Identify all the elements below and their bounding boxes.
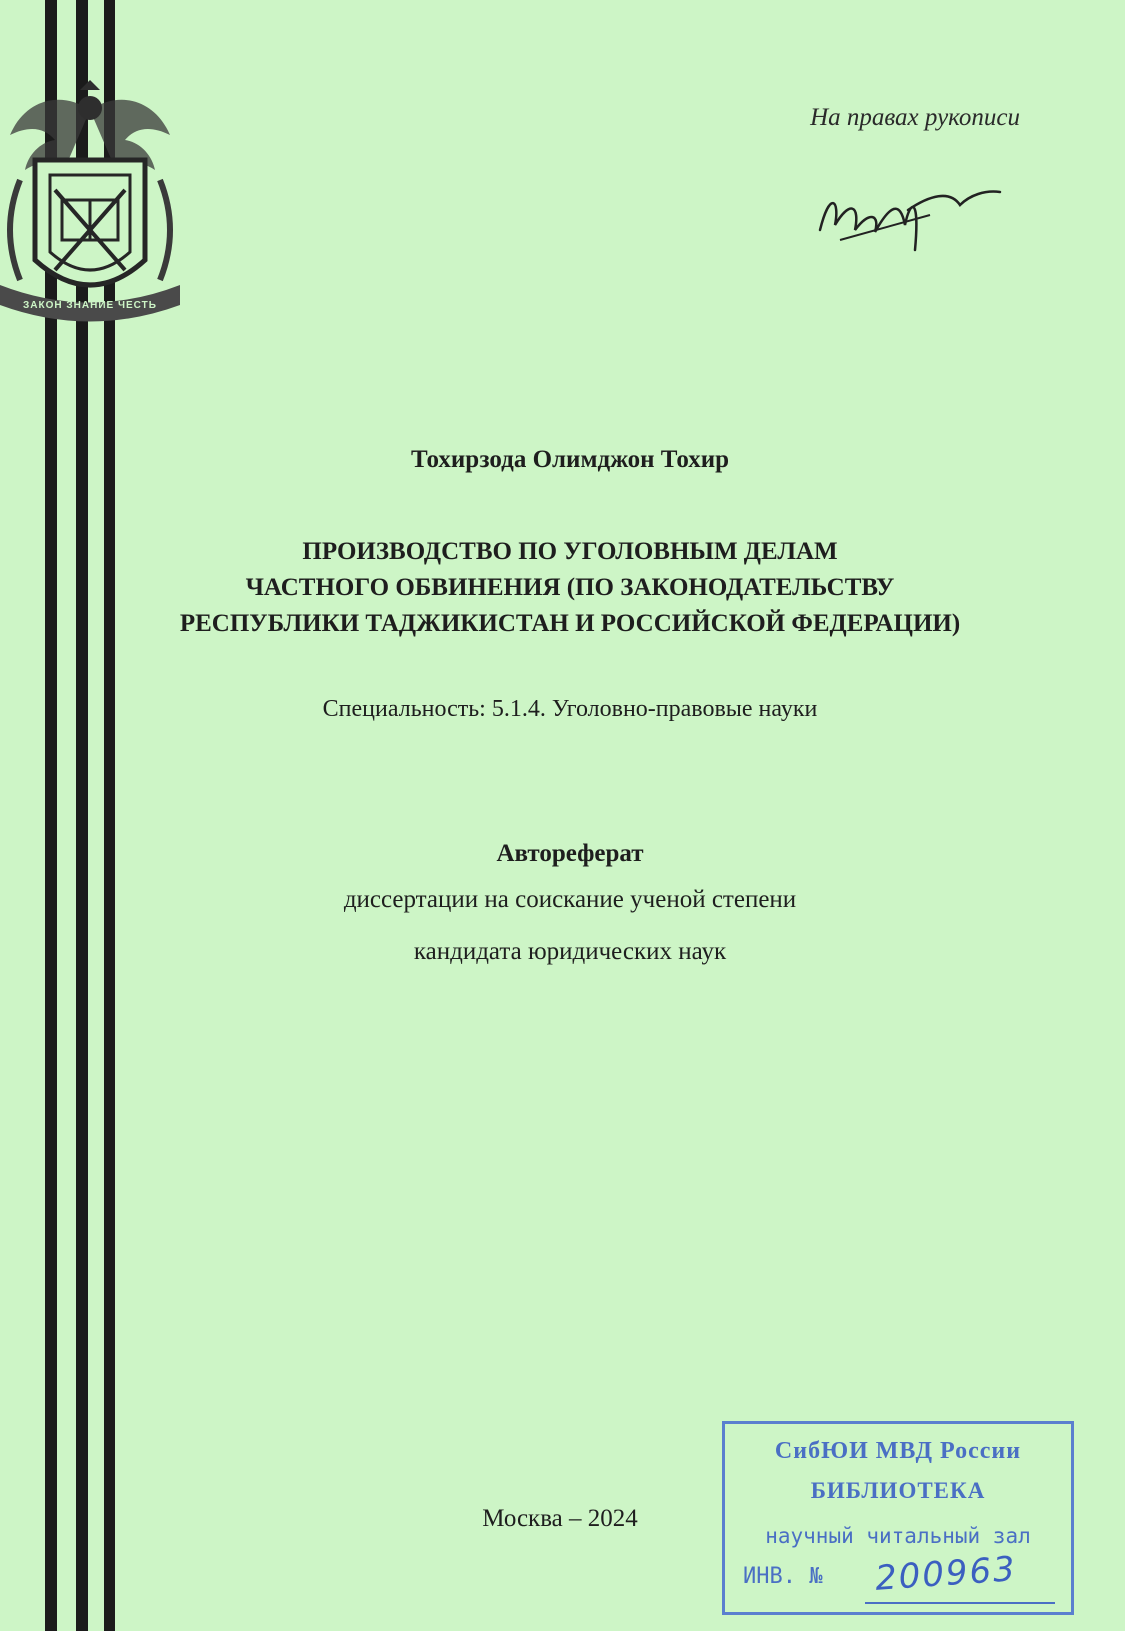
stamp-library: БИБЛИОТЕКА: [810, 1478, 986, 1503]
degree-line-1: диссертации на соискание ученой степени: [343, 886, 797, 913]
specialty: Специальность: 5.1.4. Уголовно-правовые науки: [322, 696, 818, 722]
signature-icon: [810, 170, 1010, 260]
title-line-3: РЕСПУБЛИКИ ТАДЖИКИСТАН И РОССИЙСКОЙ ФЕДЕРАЦИИ): [179, 610, 961, 637]
degree-line-2: кандидата юридических наук: [413, 938, 727, 965]
abstract-label: Автореферат: [496, 840, 644, 867]
title-line-1: ПРОИЗВОДСТВО ПО УГОЛОВНЫМ ДЕЛАМ: [302, 538, 838, 565]
dissertation-title: [140, 534, 1000, 642]
title-line-2: ЧАСТНОГО ОБВИНЕНИЯ (ПО ЗАКОНОДАТЕЛЬСТВУ: [245, 574, 895, 601]
stamp-inv-label: ИНВ. №: [743, 1564, 823, 1589]
stamp-inv-underline: [865, 1602, 1055, 1604]
emblem-ribbon-text: ЗАКОН ЗНАНИЕ ЧЕСТЬ: [23, 300, 157, 311]
stamp-reading-room: научный читальный зал: [765, 1524, 1031, 1548]
emblem-icon: [0, 80, 180, 340]
library-stamp: [722, 1421, 1074, 1615]
place-year: Москва – 2024: [482, 1505, 638, 1532]
stamp-institution: СибЮИ МВД России: [774, 1438, 1022, 1464]
stamp-inv-number: 200963: [873, 1549, 1019, 1599]
manuscript-note: На правах рукописи: [810, 104, 1020, 131]
author-name: Тохирзода Олимджон Тохир: [410, 446, 730, 473]
